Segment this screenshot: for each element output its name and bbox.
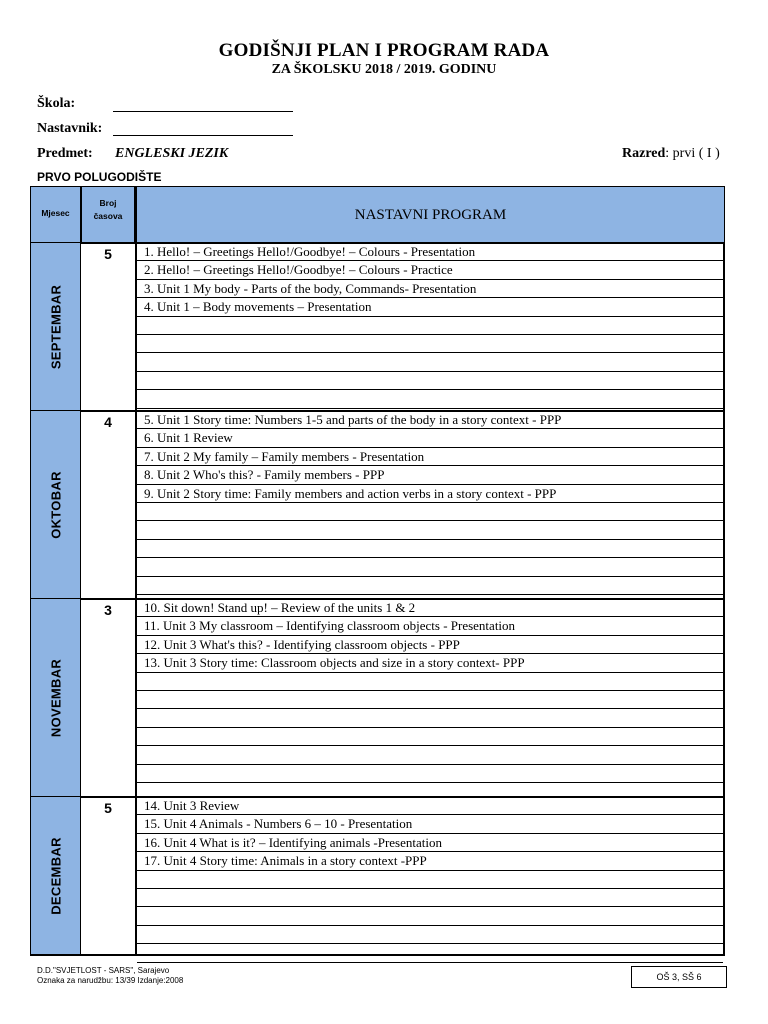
hours-cell (81, 599, 135, 796)
program-row: 17. Unit 4 Story time: Animals in a story context -PPP (137, 852, 723, 870)
program-row (137, 503, 723, 521)
month-label: DECEMBAR (48, 836, 63, 915)
program-row (137, 691, 723, 709)
month-cell-novembar (30, 599, 81, 796)
month-cell-decembar (30, 797, 81, 954)
program-row: 16. Unit 4 What is it? – Identifying animals -Presentation (137, 834, 723, 852)
program-row: 12. Unit 3 What's this? - Identifying classroom objects - PPP (137, 636, 723, 654)
program-row: 10. Sit down! Stand up! – Review of the units 1 & 2 (137, 599, 723, 617)
header-mjesec (30, 186, 81, 243)
program-rows (135, 797, 725, 954)
section-title: PRVO POLUGODIŠTE (37, 170, 162, 184)
program-row (137, 926, 723, 944)
nastavnik-label: Nastavnik: (37, 121, 103, 136)
program-rows (135, 243, 725, 410)
form-code: OŠ 3, SŠ 6 (631, 966, 727, 988)
document-subtitle: ZA ŠKOLSKU 2018 / 2019. GODINU (271, 62, 497, 77)
predmet-label: Predmet: (37, 146, 93, 161)
program-row (137, 871, 723, 889)
program-row: 1. Hello! – Greetings Hello!/Goodbye! – Colours - Presentation (137, 243, 723, 261)
hours-cell (81, 243, 135, 410)
header-broj-casova (81, 186, 135, 243)
program-rows (135, 411, 725, 598)
program-row (137, 558, 723, 576)
program-row (137, 765, 723, 783)
header-nastavni-program (135, 186, 725, 243)
hours-cell (81, 411, 135, 598)
header-mjesec-label: Mjesec (41, 208, 70, 218)
skola-line (113, 111, 293, 112)
program-row (137, 728, 723, 746)
hours-count: 5 (104, 800, 112, 816)
nastavnik-line (113, 135, 293, 136)
skola-label: Škola: (37, 96, 76, 111)
program-row (137, 317, 723, 335)
program-row: 8. Unit 2 Who's this? - Family members - PPP (137, 466, 723, 484)
program-row: 11. Unit 3 My classroom – Identifying classroom objects - Presentation (137, 617, 723, 635)
program-row: 7. Unit 2 My family – Family members - Presentation (137, 448, 723, 466)
hours-count: 5 (104, 246, 112, 262)
program-row (137, 540, 723, 558)
program-row (137, 521, 723, 539)
month-label: NOVEMBAR (48, 658, 63, 737)
header-broj-label (82, 197, 134, 223)
razred (622, 146, 720, 162)
program-row: 15. Unit 4 Animals - Numbers 6 – 10 - Presentation (137, 815, 723, 833)
predmet-value: ENGLESKI JEZIK (115, 146, 229, 161)
program-row: 2. Hello! – Greetings Hello!/Goodbye! – Colours - Practice (137, 261, 723, 279)
header-casova-text: časova (93, 211, 123, 221)
program-row (137, 673, 723, 691)
program-row: 3. Unit 1 My body - Parts of the body, Commands- Presentation (137, 280, 723, 298)
hours-count: 4 (104, 414, 112, 430)
program-rows (135, 599, 725, 796)
table-bottom-border (30, 954, 725, 956)
program-row (137, 577, 723, 595)
month-cell-oktobar (30, 411, 81, 598)
program-row (137, 372, 723, 390)
month-label: OKTOBAR (48, 470, 63, 539)
program-row (137, 390, 723, 408)
program-row: 9. Unit 2 Story time: Family members and action verbs in a story context - PPP (137, 485, 723, 503)
razred-label: Razred (622, 146, 666, 161)
program-row: 14. Unit 3 Review (137, 797, 723, 815)
header-broj-text: Broj (99, 198, 117, 208)
footer-publisher: D.D."SVJETLOST - SARS", Sarajevo (37, 966, 170, 975)
header-program-label: NASTAVNI PROGRAM (354, 207, 507, 223)
program-row (137, 709, 723, 727)
hours-cell (81, 797, 135, 954)
program-row: 5. Unit 1 Story time: Numbers 1-5 and parts of the body in a story context - PPP (137, 411, 723, 429)
program-row: 4. Unit 1 – Body movements – Presentation (137, 298, 723, 316)
program-row: 13. Unit 3 Story time: Classroom objects and size in a story context- PPP (137, 654, 723, 672)
razred-value: : prvi ( I ) (665, 146, 720, 161)
program-row (137, 746, 723, 764)
program-row (137, 335, 723, 353)
month-cell-septembar (30, 243, 81, 410)
program-row: 6. Unit 1 Review (137, 429, 723, 447)
program-row (137, 889, 723, 907)
month-label: SEPTEMBAR (48, 284, 63, 369)
footer-order: Oznaka za narudžbu: 13/39 Izdanje:2008 (37, 976, 184, 985)
hours-count: 3 (104, 602, 112, 618)
program-row (137, 353, 723, 371)
program-row (137, 907, 723, 925)
document-title: GODIŠNJI PLAN I PROGRAM RADA (218, 40, 550, 61)
